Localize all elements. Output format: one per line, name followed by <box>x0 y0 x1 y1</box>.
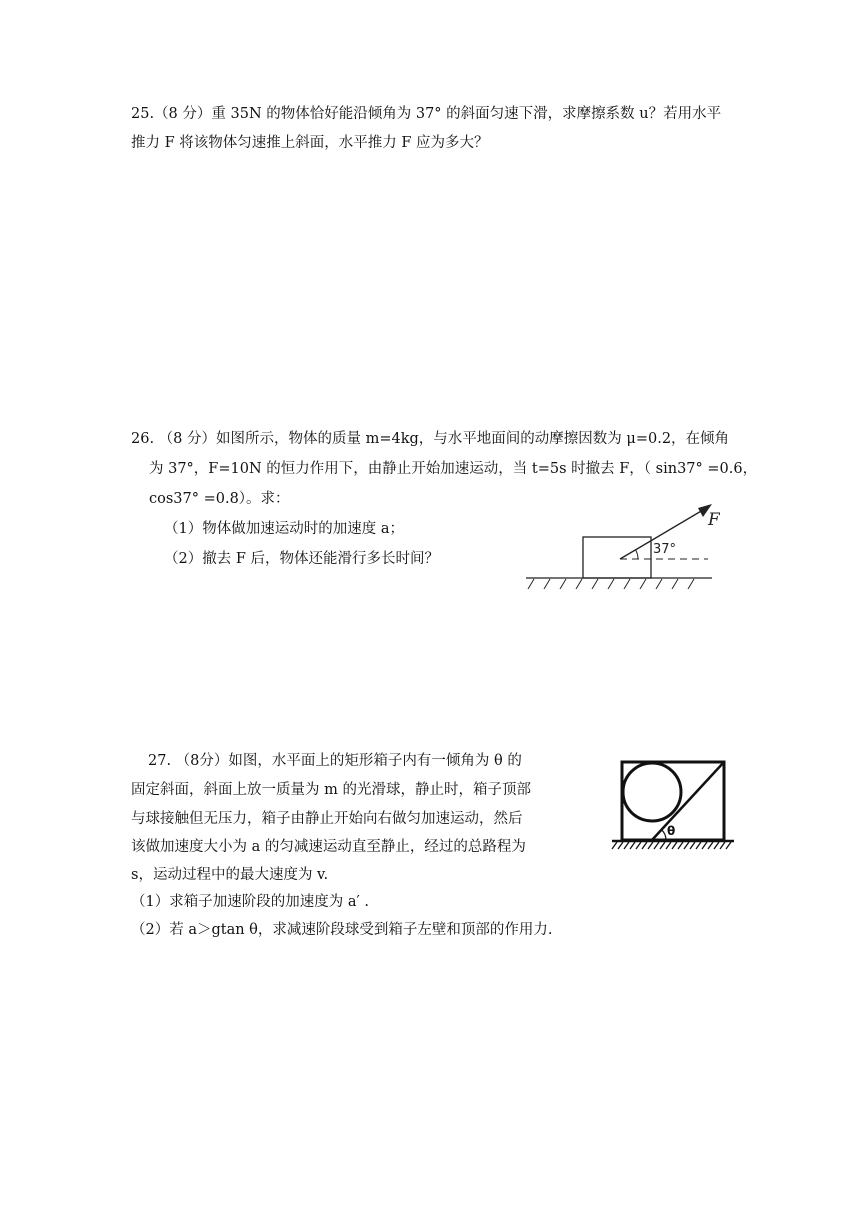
q26-sub-2: （2）撤去 F 后，物体还能滑行多长时间？ <box>164 551 440 567</box>
q25-line-2: 推力 F 将该物体匀速推上斜面，水平推力 F 应为多大？ <box>131 135 489 151</box>
angle-arc <box>662 830 667 840</box>
q27-line-5: s，运动过程中的最大速度为 v. <box>131 867 329 883</box>
q26-line-3: cos37° =0.8）。求： <box>149 491 290 507</box>
angle-arc <box>636 550 639 559</box>
angle-label: 37° <box>653 542 677 557</box>
q26-line-2: 为 37°，F=10N 的恒力作用下，由静止开始加速运动，当 t=5s 时撤去 F，（ sin37° =0.6， <box>149 461 758 477</box>
q26-figure <box>520 495 720 595</box>
force-label: F <box>708 510 720 530</box>
q25-line-1: 25.（8 分）重 35N 的物体恰好能沿倾角为 37° 的斜面匀速下滑，求摩擦系数 u？若用水平 <box>131 106 722 122</box>
q27-line-1: 27. （8分）如图，水平面上的矩形箱子内有一倾角为 θ 的 <box>148 753 522 769</box>
ground-hatching <box>528 579 694 589</box>
angle-label: θ <box>667 824 676 838</box>
q27-line-2: 固定斜面，斜面上放一质量为 m 的光滑球，静止时，箱子顶部 <box>131 782 531 798</box>
q27-line-3: 与球接触但无压力，箱子由静止开始向右做匀加速运动，然后 <box>131 811 523 827</box>
incline <box>652 762 724 840</box>
ball <box>623 763 681 821</box>
q26-line-1: 26. （8 分）如图所示，物体的质量 m=4kg，与水平地面间的动摩擦因数为 μ=0.2，在倾角 <box>131 431 730 447</box>
q27-figure <box>608 758 738 853</box>
block <box>583 537 651 578</box>
ground-hatching <box>612 842 731 849</box>
q27-line-4: 该做加速度大小为 a 的匀减速运动直至静止，经过的总路程为 <box>131 839 526 855</box>
q27-sub-2: （2）若 a＞gtan θ，求减速阶段球受到箱子左壁和顶部的作用力. <box>131 922 553 938</box>
q27-sub-1: （1）求箱子加速阶段的加速度为 a′ . <box>131 894 369 910</box>
q26-sub-1: （1）物体做加速运动时的加速度 a； <box>164 521 404 537</box>
